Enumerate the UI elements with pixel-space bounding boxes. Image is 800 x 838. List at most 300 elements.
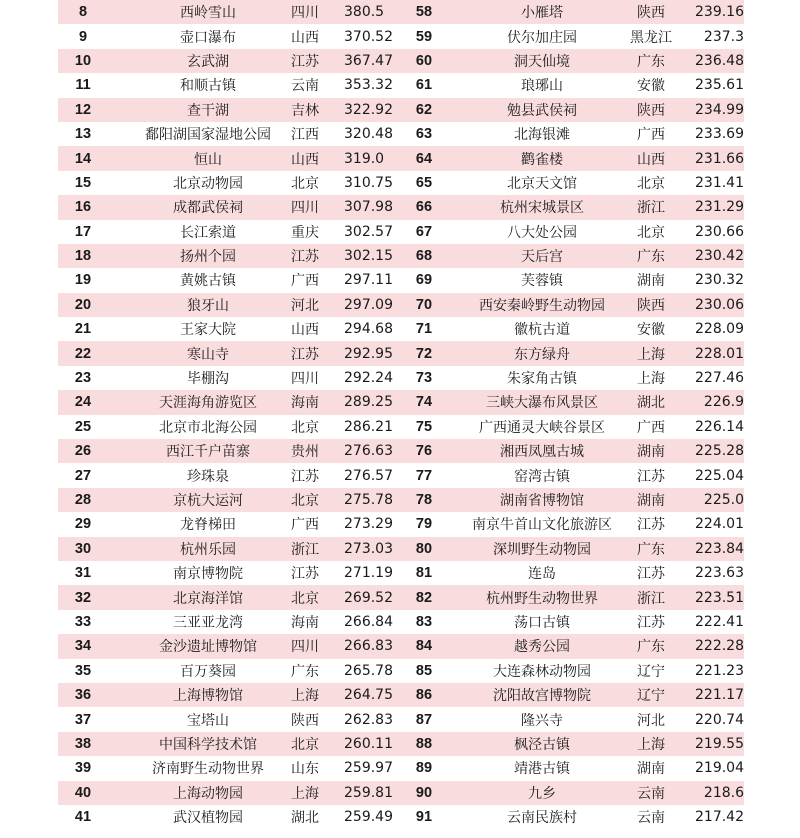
rank-cell: 70 xyxy=(415,296,433,313)
rank-cell: 62 xyxy=(415,101,433,118)
table-row xyxy=(58,195,744,219)
attraction-name-cell: 靖港古镇 xyxy=(514,761,570,778)
province-cell: 陕西 xyxy=(291,712,319,729)
province-cell: 四川 xyxy=(291,5,319,22)
province-cell: 云南 xyxy=(637,785,665,802)
score-cell: 322.92 xyxy=(344,101,393,118)
score-cell: 230.42 xyxy=(695,248,744,265)
rank-cell: 27 xyxy=(74,467,92,484)
attraction-name-cell: 芙蓉镇 xyxy=(521,273,563,290)
table-row xyxy=(58,463,744,487)
province-cell: 上海 xyxy=(637,371,665,388)
attraction-name-cell: 九乡 xyxy=(528,785,556,802)
province-cell: 北京 xyxy=(291,736,319,753)
table-row xyxy=(58,781,744,805)
attraction-name-cell: 武汉植物园 xyxy=(173,810,243,827)
rank-cell: 72 xyxy=(415,345,433,362)
table-row xyxy=(58,317,744,341)
attraction-name-cell: 沈阳故宫博物院 xyxy=(493,688,591,705)
rank-cell: 78 xyxy=(415,492,433,508)
province-cell: 四川 xyxy=(291,200,319,217)
score-cell: 259.97 xyxy=(344,760,393,777)
rank-cell: 10 xyxy=(74,52,92,69)
table-row xyxy=(58,122,744,146)
rank-cell: 75 xyxy=(415,418,433,435)
rank-cell: 58 xyxy=(415,4,433,21)
table-row xyxy=(58,171,744,195)
attraction-name-cell: 徽杭古道 xyxy=(514,322,570,339)
province-cell: 广西 xyxy=(637,127,665,144)
table-row xyxy=(58,634,744,658)
score-cell: 228.01 xyxy=(695,345,744,362)
attraction-name-cell: 西岭雪山 xyxy=(180,5,236,22)
score-cell: 264.75 xyxy=(344,687,393,704)
rank-cell: 82 xyxy=(415,589,433,606)
table-row xyxy=(58,73,744,97)
table-row xyxy=(58,24,744,48)
rank-cell: 30 xyxy=(74,540,92,557)
attraction-name-cell: 三亚亚龙湾 xyxy=(173,614,243,631)
rank-cell: 67 xyxy=(415,223,433,240)
attraction-name-cell: 隆兴寺 xyxy=(521,712,563,729)
score-cell: 370.52 xyxy=(344,28,393,45)
rank-cell: 26 xyxy=(74,443,92,460)
rank-cell: 22 xyxy=(74,345,92,362)
score-cell: 273.03 xyxy=(344,540,393,557)
province-cell: 上海 xyxy=(637,346,665,363)
score-cell: 224.01 xyxy=(695,516,744,533)
rank-cell: 91 xyxy=(415,809,433,826)
table-row xyxy=(58,49,744,73)
score-cell: 265.78 xyxy=(344,662,393,679)
rank-cell: 28 xyxy=(74,492,92,508)
province-cell: 广东 xyxy=(637,249,665,266)
score-cell: 294.68 xyxy=(344,321,393,338)
score-cell: 266.83 xyxy=(344,638,393,655)
rank-cell: 25 xyxy=(74,418,92,435)
attraction-name-cell: 深圳野生动物园 xyxy=(493,541,591,558)
attraction-name-cell: 杭州野生动物世界 xyxy=(486,590,598,607)
table-row xyxy=(58,610,744,634)
rank-cell: 68 xyxy=(415,248,433,265)
ranking-table xyxy=(58,0,744,829)
attraction-name-cell: 琅琊山 xyxy=(521,78,563,95)
attraction-name-cell: 长江索道 xyxy=(180,224,236,241)
province-cell: 山西 xyxy=(637,151,665,168)
province-cell: 贵州 xyxy=(291,444,319,461)
province-cell: 江苏 xyxy=(291,53,319,70)
score-cell: 236.48 xyxy=(695,52,744,69)
score-cell: 262.83 xyxy=(344,711,393,728)
province-cell: 北京 xyxy=(291,175,319,192)
province-cell: 江苏 xyxy=(637,517,665,534)
province-cell: 湖北 xyxy=(291,810,319,827)
score-cell: 380.5 xyxy=(344,4,385,21)
attraction-name-cell: 黄姚古镇 xyxy=(180,273,236,290)
rank-cell: 35 xyxy=(74,662,92,679)
rank-cell: 32 xyxy=(74,589,92,606)
province-cell: 北京 xyxy=(291,419,319,436)
province-cell: 江西 xyxy=(291,127,319,144)
rank-cell: 29 xyxy=(74,516,92,533)
province-cell: 上海 xyxy=(291,688,319,705)
rank-cell: 80 xyxy=(415,540,433,557)
province-cell: 陕西 xyxy=(637,5,665,22)
province-cell: 浙江 xyxy=(637,200,665,217)
score-cell: 233.69 xyxy=(695,126,744,143)
table-row xyxy=(58,707,744,731)
score-cell: 223.63 xyxy=(695,565,744,582)
province-cell: 上海 xyxy=(637,736,665,753)
score-cell: 220.74 xyxy=(695,711,744,728)
rank-cell: 36 xyxy=(74,687,92,704)
score-cell: 218.6 xyxy=(703,784,744,801)
table-row xyxy=(58,0,744,24)
attraction-name-cell: 八大处公园 xyxy=(507,224,577,241)
score-cell: 367.47 xyxy=(344,52,393,69)
score-cell: 231.41 xyxy=(695,174,744,191)
attraction-name-cell: 北京天文馆 xyxy=(507,175,577,192)
table-row xyxy=(58,585,744,609)
attraction-name-cell: 玄武湖 xyxy=(187,53,229,70)
score-cell: 266.84 xyxy=(344,613,393,630)
province-cell: 湖北 xyxy=(637,395,665,412)
rank-cell: 83 xyxy=(415,613,433,630)
province-cell: 江苏 xyxy=(637,614,665,631)
province-cell: 浙江 xyxy=(291,541,319,558)
score-cell: 219.04 xyxy=(695,760,744,777)
province-cell: 江苏 xyxy=(637,468,665,485)
province-cell: 北京 xyxy=(637,175,665,192)
province-cell: 广西 xyxy=(291,517,319,534)
attraction-name-cell: 北海银滩 xyxy=(514,127,570,144)
attraction-name-cell: 百万葵园 xyxy=(180,663,236,680)
rank-cell: 63 xyxy=(415,126,433,143)
score-cell: 234.99 xyxy=(695,101,744,118)
rank-cell: 81 xyxy=(415,565,433,582)
attraction-name-cell: 鹳雀楼 xyxy=(521,151,563,168)
province-cell: 河北 xyxy=(637,712,665,729)
score-cell: 286.21 xyxy=(344,418,393,435)
province-cell: 江苏 xyxy=(291,468,319,485)
score-cell: 228.09 xyxy=(695,321,744,338)
score-cell: 223.84 xyxy=(695,540,744,557)
rank-cell: 76 xyxy=(415,443,433,460)
attraction-name-cell: 南京博物院 xyxy=(173,566,243,583)
score-cell: 353.32 xyxy=(344,77,393,94)
province-cell: 山西 xyxy=(291,151,319,168)
rank-cell: 13 xyxy=(74,126,92,143)
table-row xyxy=(58,659,744,683)
table-row xyxy=(58,756,744,780)
rank-cell: 64 xyxy=(415,150,433,167)
table-row xyxy=(58,512,744,536)
attraction-name-cell: 成都武侯祠 xyxy=(173,200,243,217)
rank-cell: 21 xyxy=(74,321,92,338)
rank-cell: 69 xyxy=(415,272,433,289)
rank-cell: 14 xyxy=(74,150,92,167)
table-row xyxy=(58,293,744,317)
score-cell: 307.98 xyxy=(344,199,393,216)
rank-cell: 84 xyxy=(415,638,433,655)
province-cell: 广东 xyxy=(637,53,665,70)
score-cell: 219.55 xyxy=(695,735,744,752)
attraction-name-cell: 恒山 xyxy=(194,151,222,168)
province-cell: 重庆 xyxy=(291,224,319,241)
attraction-name-cell: 小雁塔 xyxy=(521,5,563,22)
table-row xyxy=(58,439,744,463)
province-cell: 陕西 xyxy=(637,297,665,314)
rank-cell: 37 xyxy=(74,711,92,728)
rank-cell: 34 xyxy=(74,638,92,655)
score-cell: 222.41 xyxy=(695,613,744,630)
rank-cell: 17 xyxy=(74,223,92,240)
table-row xyxy=(58,268,744,292)
rank-cell: 90 xyxy=(415,784,433,801)
score-cell: 269.52 xyxy=(344,589,393,606)
attraction-name-cell: 杭州乐园 xyxy=(180,541,236,558)
score-cell: 302.15 xyxy=(344,248,393,265)
score-cell: 225.28 xyxy=(695,443,744,460)
score-cell: 230.06 xyxy=(695,296,744,313)
attraction-name-cell: 毕棚沟 xyxy=(187,371,229,388)
rank-cell: 73 xyxy=(415,370,433,387)
score-cell: 260.11 xyxy=(344,735,393,752)
table-row xyxy=(58,561,744,585)
attraction-name-cell: 东方绿舟 xyxy=(514,346,570,363)
province-cell: 上海 xyxy=(291,785,319,802)
table-row xyxy=(58,415,744,439)
attraction-name-cell: 珍珠泉 xyxy=(187,468,229,485)
attraction-name-cell: 和顺古镇 xyxy=(180,78,236,95)
attraction-name-cell: 三峡大瀑布风景区 xyxy=(486,395,598,412)
score-cell: 276.63 xyxy=(344,443,393,460)
rank-cell: 86 xyxy=(415,687,433,704)
attraction-name-cell: 查干湖 xyxy=(187,102,229,119)
attraction-name-cell: 上海动物园 xyxy=(173,785,243,802)
province-cell: 广东 xyxy=(637,541,665,558)
attraction-name-cell: 西江千户苗寨 xyxy=(166,444,250,461)
attraction-name-cell: 王家大院 xyxy=(180,322,236,339)
score-cell: 235.61 xyxy=(695,77,744,94)
attraction-name-cell: 大连森林动物园 xyxy=(493,663,591,680)
rank-cell: 12 xyxy=(74,101,92,118)
score-cell: 292.95 xyxy=(344,345,393,362)
attraction-name-cell: 西安秦岭野生动物园 xyxy=(479,297,605,314)
attraction-name-cell: 寒山寺 xyxy=(187,346,229,363)
attraction-name-cell: 宝塔山 xyxy=(187,712,229,729)
attraction-name-cell: 湖南省博物馆 xyxy=(500,493,584,509)
table-row xyxy=(58,683,744,707)
province-cell: 湖南 xyxy=(637,493,665,509)
score-cell: 297.11 xyxy=(344,272,393,289)
score-cell: 237.3 xyxy=(703,28,744,45)
rank-cell: 18 xyxy=(74,248,92,265)
rank-cell: 16 xyxy=(74,199,92,216)
score-cell: 297.09 xyxy=(344,296,393,313)
province-cell: 辽宁 xyxy=(637,663,665,680)
attraction-name-cell: 鄱阳湖国家湿地公园 xyxy=(145,127,271,144)
score-cell: 289.25 xyxy=(344,394,393,411)
score-cell: 231.29 xyxy=(695,199,744,216)
province-cell: 吉林 xyxy=(291,102,319,119)
table-row xyxy=(58,537,744,561)
score-cell: 226.14 xyxy=(695,418,744,435)
table-row xyxy=(58,146,744,170)
rank-cell: 39 xyxy=(74,760,92,777)
score-cell: 259.81 xyxy=(344,784,393,801)
score-cell: 276.57 xyxy=(344,467,393,484)
rank-cell: 79 xyxy=(415,516,433,533)
table-row xyxy=(58,244,744,268)
rank-cell: 24 xyxy=(74,394,92,411)
score-cell: 226.9 xyxy=(703,394,744,411)
rank-cell: 71 xyxy=(415,321,433,338)
province-cell: 山西 xyxy=(291,322,319,339)
score-cell: 221.23 xyxy=(695,662,744,679)
province-cell: 湖南 xyxy=(637,444,665,461)
province-cell: 广西 xyxy=(291,273,319,290)
score-cell: 259.49 xyxy=(344,809,393,826)
rank-cell: 59 xyxy=(415,28,433,45)
province-cell: 湖南 xyxy=(637,761,665,778)
score-cell: 275.78 xyxy=(344,492,393,508)
rank-cell: 38 xyxy=(74,735,92,752)
province-cell: 安徽 xyxy=(637,322,665,339)
table-row xyxy=(58,366,744,390)
score-cell: 217.42 xyxy=(695,809,744,826)
score-cell: 273.29 xyxy=(344,516,393,533)
table-row xyxy=(58,390,744,414)
province-cell: 江苏 xyxy=(291,249,319,266)
province-cell: 云南 xyxy=(291,78,319,95)
attraction-name-cell: 枫泾古镇 xyxy=(514,736,570,753)
rank-cell: 23 xyxy=(74,370,92,387)
score-cell: 320.48 xyxy=(344,126,393,143)
rank-cell: 74 xyxy=(415,394,433,411)
score-cell: 271.19 xyxy=(344,565,393,582)
rank-cell: 87 xyxy=(415,711,433,728)
score-cell: 221.17 xyxy=(695,687,744,704)
rank-cell: 33 xyxy=(74,613,92,630)
attraction-name-cell: 狼牙山 xyxy=(187,297,229,314)
province-cell: 河北 xyxy=(291,297,319,314)
province-cell: 陕西 xyxy=(637,102,665,119)
table-row xyxy=(58,98,744,122)
attraction-name-cell: 勉县武侯祠 xyxy=(507,102,577,119)
attraction-name-cell: 湘西凤凰古城 xyxy=(500,444,584,461)
attraction-name-cell: 越秀公园 xyxy=(514,639,570,656)
province-cell: 海南 xyxy=(291,395,319,412)
attraction-name-cell: 天涯海角游览区 xyxy=(159,395,257,412)
score-cell: 225.0 xyxy=(703,492,744,508)
attraction-name-cell: 金沙遗址博物馆 xyxy=(159,639,257,656)
attraction-name-cell: 荡口古镇 xyxy=(514,614,570,631)
rank-cell: 20 xyxy=(74,296,92,313)
rank-cell: 60 xyxy=(415,52,433,69)
score-cell: 239.16 xyxy=(695,4,744,21)
province-cell: 海南 xyxy=(291,614,319,631)
rank-cell: 89 xyxy=(415,760,433,777)
rank-cell: 88 xyxy=(415,735,433,752)
province-cell: 北京 xyxy=(291,493,319,509)
attraction-name-cell: 中国科学技术馆 xyxy=(159,736,257,753)
attraction-name-cell: 济南野生动物世界 xyxy=(152,761,264,778)
table-row xyxy=(58,488,744,512)
attraction-name-cell: 京杭大运河 xyxy=(173,493,243,509)
attraction-name-cell: 北京动物园 xyxy=(173,175,243,192)
province-cell: 安徽 xyxy=(637,78,665,95)
table-row xyxy=(58,805,744,829)
province-cell: 广西 xyxy=(637,419,665,436)
score-cell: 292.24 xyxy=(344,370,393,387)
province-cell: 山西 xyxy=(291,29,319,46)
score-cell: 230.32 xyxy=(695,272,744,289)
score-cell: 230.66 xyxy=(695,223,744,240)
attraction-name-cell: 天后宫 xyxy=(521,249,563,266)
rank-cell: 40 xyxy=(74,784,92,801)
province-cell: 四川 xyxy=(291,371,319,388)
rank-cell: 77 xyxy=(415,467,433,484)
province-cell: 黑龙江 xyxy=(630,29,672,46)
province-cell: 山东 xyxy=(291,761,319,778)
table-row xyxy=(58,732,744,756)
attraction-name-cell: 上海博物馆 xyxy=(173,688,243,705)
score-cell: 227.46 xyxy=(695,370,744,387)
attraction-name-cell: 朱家角古镇 xyxy=(507,371,577,388)
attraction-name-cell: 扬州个园 xyxy=(180,249,236,266)
score-cell: 231.66 xyxy=(695,150,744,167)
province-cell: 广东 xyxy=(637,639,665,656)
rank-cell: 19 xyxy=(74,272,92,289)
province-cell: 江苏 xyxy=(637,566,665,583)
province-cell: 广东 xyxy=(291,663,319,680)
rank-cell: 65 xyxy=(415,174,433,191)
attraction-name-cell: 云南民族村 xyxy=(507,810,577,827)
attraction-name-cell: 连岛 xyxy=(528,566,556,583)
score-cell: 225.04 xyxy=(695,467,744,484)
rank-cell: 31 xyxy=(74,565,92,582)
attraction-name-cell: 广西通灵大峡谷景区 xyxy=(479,419,605,436)
province-cell: 湖南 xyxy=(637,273,665,290)
rank-cell: 85 xyxy=(415,662,433,679)
attraction-name-cell: 北京市北海公园 xyxy=(159,419,257,436)
attraction-name-cell: 龙脊梯田 xyxy=(180,517,236,534)
rank-cell: 61 xyxy=(415,77,433,94)
province-cell: 浙江 xyxy=(637,590,665,607)
province-cell: 四川 xyxy=(291,639,319,656)
rank-cell: 11 xyxy=(75,77,91,94)
rank-cell: 8 xyxy=(78,4,88,21)
rank-cell: 41 xyxy=(74,809,92,826)
rank-cell: 15 xyxy=(74,174,92,191)
rank-cell: 66 xyxy=(415,199,433,216)
province-cell: 云南 xyxy=(637,810,665,827)
score-cell: 302.57 xyxy=(344,223,393,240)
attraction-name-cell: 南京牛首山文化旅游区 xyxy=(472,517,612,534)
table-row xyxy=(58,341,744,365)
attraction-name-cell: 窑湾古镇 xyxy=(514,468,570,485)
score-cell: 223.51 xyxy=(695,589,744,606)
attraction-name-cell: 伏尔加庄园 xyxy=(507,29,577,46)
table-row xyxy=(58,220,744,244)
province-cell: 辽宁 xyxy=(637,688,665,705)
attraction-name-cell: 洞天仙境 xyxy=(514,53,570,70)
score-cell: 310.75 xyxy=(344,174,393,191)
score-cell: 319.0 xyxy=(344,150,385,167)
attraction-name-cell: 杭州宋城景区 xyxy=(500,200,584,217)
province-cell: 江苏 xyxy=(291,566,319,583)
